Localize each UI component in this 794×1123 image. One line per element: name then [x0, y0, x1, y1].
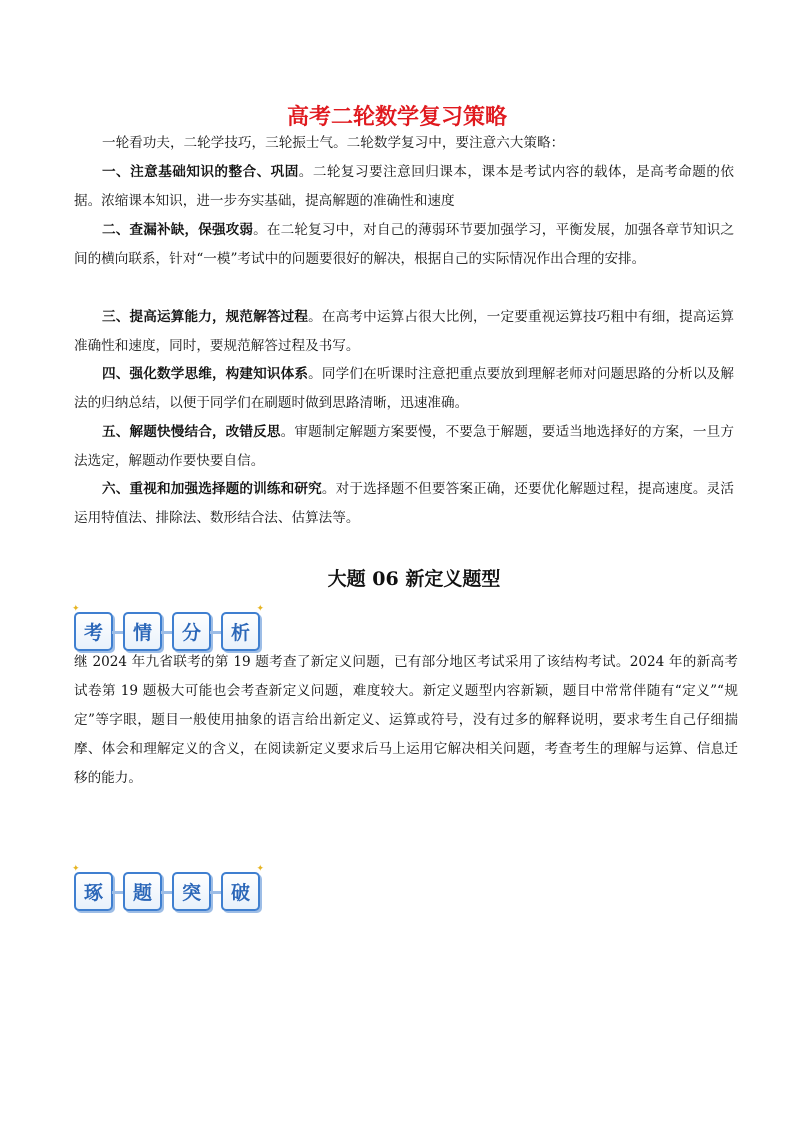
- strategy-paragraph: [74, 216, 734, 274]
- badge-char-text: 情: [132, 622, 152, 644]
- badge-char: [123, 872, 162, 911]
- strategy-heading: 四、强化数学思维，构建知识体系: [102, 366, 309, 382]
- strategy-body: 。审题制定解题方案要慢，不要急于解题，要适当地选择好的方案，一旦方法选定，解题动作要快要自信。: [74, 424, 735, 469]
- sparkle-icon: ✦: [72, 864, 80, 874]
- badge-char: [172, 872, 211, 911]
- strategy-heading: 六、重视和加强选择题的训练和研究: [102, 481, 322, 497]
- analysis-badge-row: [72, 604, 264, 652]
- sparkle-icon: ✦: [256, 864, 264, 874]
- strategy-paragraph: [74, 158, 734, 216]
- page-title: 高考二轮数学复习策略: [286, 105, 507, 130]
- strategy-heading: 二、查漏补缺，保强攻弱: [102, 222, 254, 238]
- strategy-body: 。二轮复习要注意回归课本，课本是考试内容的载体，是高考命题的依据。浓缩课本知识，进一步夯实基础，提高解题的准确性和速度: [74, 164, 734, 209]
- strategy-heading: 三、提高运算能力，规范解答过程: [102, 309, 309, 325]
- badge-char-text: 析: [230, 622, 250, 644]
- strategy-paragraph: [74, 303, 734, 361]
- section-title: 大题 06 新定义题型: [327, 568, 501, 590]
- sparkle-icon: ✦: [72, 604, 80, 614]
- badge-char: [123, 612, 162, 651]
- badge-char-text: 突: [181, 882, 201, 904]
- badge-char-text: 琢: [83, 882, 103, 904]
- badge-char: [72, 604, 113, 651]
- strategy-body: 。同学们在听课时注意把重点要放到理解老师对问题思路的分析以及解法的归纳总结，以便于同学们在刷题时做到思路清晰，迅速准确。: [74, 366, 735, 411]
- badge-char: [221, 604, 264, 651]
- strategy-paragraph: [74, 418, 734, 476]
- strategy-body: 。在二轮复习中，对自己的薄弱环节要加强学习，平衡发展，加强各章节知识之间的横向联系，针对“一模”考试中的问题要很好的解决，根据自己的实际情况作出合理的安排。: [74, 222, 735, 267]
- badge-char: [221, 864, 264, 911]
- strategy-body: 。在高考中运算占很大比例，一定要重视运算技巧粗中有细，提高运算准确性和速度，同时，要规范解答过程及书写。: [74, 309, 735, 354]
- badge-char-text: 考: [83, 622, 103, 644]
- badge-char-text: 题: [132, 882, 152, 904]
- badge-char-text: 破: [230, 882, 250, 904]
- sparkle-icon: ✦: [256, 604, 264, 614]
- badge-char: [172, 612, 211, 651]
- intro-paragraph: 一轮看功夫，二轮学技巧，三轮振士气。二轮数学复习中，要注意六大策略：: [102, 135, 565, 151]
- badge-char-text: 分: [181, 622, 201, 644]
- practice-badge-row: [72, 864, 264, 912]
- badge-char: [72, 864, 113, 911]
- strategy-body: 。对于选择题不但要答案正确，还要优化解题过程，提高速度。灵活运用特值法、排除法、数形结合法、估算法等。: [74, 481, 735, 526]
- strategy-heading: 一、注意基础知识的整合、巩固: [102, 164, 299, 180]
- strategy-paragraph: [74, 360, 734, 418]
- strategy-paragraph: [74, 475, 734, 533]
- analysis-paragraph: 继 2024 年九省联考的第 19 题考查了新定义问题，已有部分地区考试采用了该结构考试。2024 年的新高考试卷第 19 题极大可能也会考查新定义问题，难度较大。新定义题型内容新颖，题目中常常伴随有“定义”“规定”等字眼，题目一般使用抽象的语言给出新定义、运算或符号，没有过多的解释说明，要求考生自己仔细揣摩、体会和理解定义的含义，在阅读新定义要求后马上运用它解决相关问题，考查考生的理解与运算、信息迁移的能力。: [74, 654, 738, 786]
- strategy-heading: 五、解题快慢结合，改错反思: [102, 424, 281, 440]
